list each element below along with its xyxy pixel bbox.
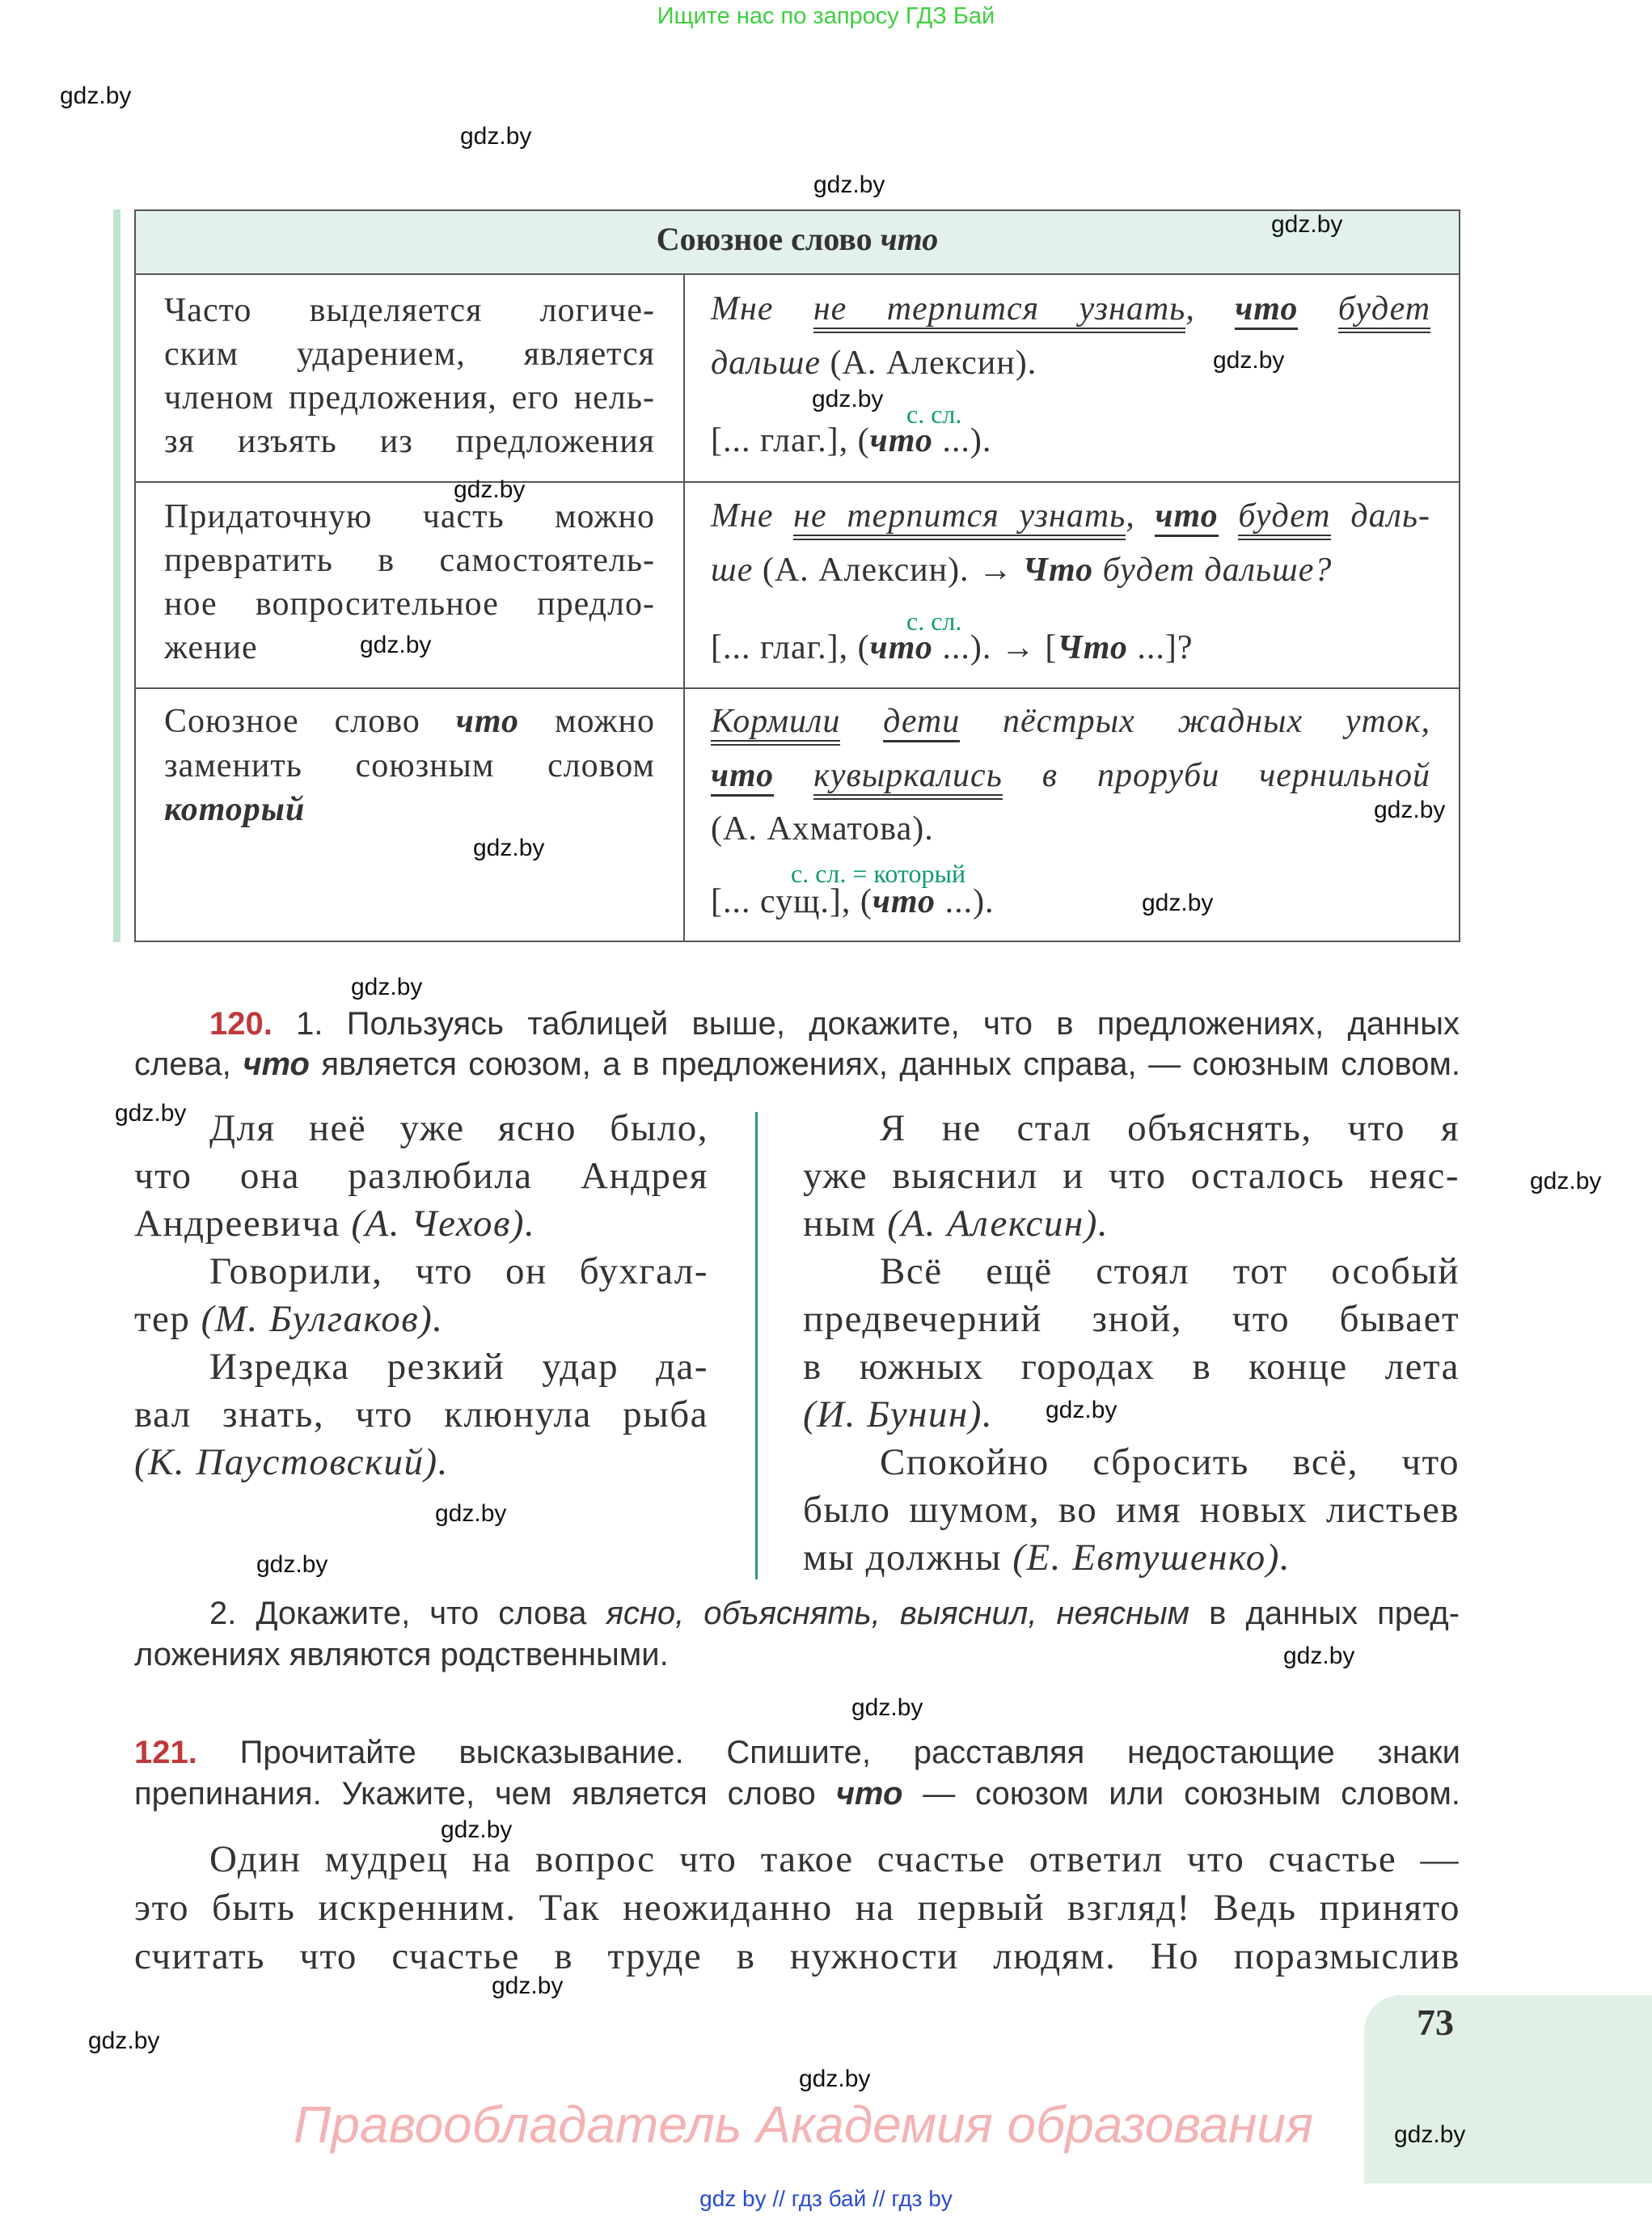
gdz-watermark: gdz.by — [1374, 797, 1446, 823]
table-cell-line: Союзное слово что можно — [164, 703, 655, 740]
gdz-watermark: gdz.by — [813, 171, 885, 198]
example-line: что кувыркались в проруби чернильной — [711, 756, 1430, 795]
gdz-watermark: gdz.by — [473, 835, 545, 861]
gdz-watermark: gdz.by — [812, 386, 884, 412]
gdz-watermark: gdz.by — [115, 1100, 187, 1127]
gdz-watermark: gdz.by — [1271, 211, 1343, 238]
row-divider — [134, 687, 1460, 689]
exercise-120-task: 120. 1. Пользуясь таблицей выше, докажите, что в предложениях, данных — [209, 1006, 1460, 1042]
exercise-121-text: это быть искренним. Так неожиданно на первый взгляд! Ведь принято — [134, 1887, 1460, 1929]
gdz-watermark: gdz.by — [1283, 1643, 1355, 1669]
gdz-watermark: gdz.by — [1213, 347, 1285, 374]
scheme-label: с. сл. — [906, 400, 962, 429]
table-cell-line: Часто выделяется логиче- — [164, 292, 655, 329]
header-text: Союзное слово — [656, 221, 881, 257]
page-number-tab — [1364, 1995, 1652, 2184]
poem-line: в южных городах в конце лета — [803, 1346, 1460, 1388]
gdz-watermark: gdz.by — [435, 1500, 507, 1527]
example-line: дальше (А. Алексин). — [711, 345, 1037, 382]
scheme-label: с. сл. — [906, 607, 962, 636]
table-header — [134, 220, 1460, 258]
gdz-watermark: gdz.by — [441, 1816, 513, 1843]
table-cell-line: заменить союзным словом — [164, 747, 655, 784]
gdz-watermark: gdz.by — [256, 1551, 328, 1578]
table-cell-line: зя изъять из предложения — [164, 423, 655, 460]
scheme-label: с. сл. = который — [791, 859, 966, 888]
page-number: 73 — [1417, 2002, 1454, 2043]
poem-line: Я не стал объяснять, что я — [880, 1107, 1460, 1149]
exercise-121-text: Один мудрец на вопрос что такое счастье ответил что счастье — — [209, 1838, 1460, 1880]
poem-line: (К. Паустовский). — [134, 1441, 449, 1483]
exercise-121-task: препинания. Укажите, чем является слово что — союзом или союзным словом. — [134, 1776, 1460, 1812]
poem-line: Говорили, что он бухгал- — [209, 1250, 708, 1292]
example-line: Мне не терпится узнать, что будет — [711, 290, 1430, 328]
header-em: что — [880, 221, 939, 257]
example-line: Мне не терпится узнать, что будет даль- — [711, 497, 1430, 535]
gdz-watermark: gdz.by — [1530, 1168, 1602, 1194]
scheme-line: [... глаг.], (что ...). — [711, 422, 992, 459]
scheme-line: [... сущ.], (что ...). — [711, 883, 995, 920]
scheme-line: [... глаг.], (что ...). → [Что ...]? — [711, 629, 1194, 666]
poem-line: Для неё уже ясно было, — [209, 1107, 708, 1149]
table-cell-line: который — [164, 791, 306, 828]
gdz-watermark: gdz.by — [460, 123, 532, 150]
example-line: (А. Ахматова). — [711, 810, 934, 848]
gdz-watermark: gdz.by — [1046, 1397, 1118, 1423]
poem-line: Андреевича (А. Чехов). — [134, 1203, 536, 1245]
example-line: Кормили дети пёстрых жадных уток, — [711, 702, 1430, 741]
exercise-120-part2: ложениях являются родственными. — [134, 1637, 669, 1672]
poem-line: Изредка резкий удар да- — [209, 1346, 708, 1388]
table-accent-bar — [113, 209, 120, 942]
gdz-watermark: gdz.by — [88, 2027, 160, 2054]
poem-line: что она разлюбила Андрея — [134, 1155, 708, 1197]
gdz-watermark: gdz.by — [351, 974, 423, 1000]
exercise-120-part2: 2. Докажите, что слова ясно, объяснять, выяснил, неясным в данных пред- — [209, 1596, 1460, 1631]
gdz-watermark: gdz.by — [799, 2065, 871, 2092]
gdz-watermark: gdz.by — [851, 1694, 923, 1721]
gdz-watermark: gdz.by — [360, 632, 432, 658]
table-cell-line: Придаточную часть можно — [164, 498, 655, 535]
poem-line: Спокойно сбросить всё, что — [880, 1441, 1460, 1483]
search-banner: Ищите нас по запросу ГДЗ Бай — [657, 3, 995, 29]
exercise-120-task: слева, что является союзом, а в предложениях, данных справа, — союзным словом. — [134, 1046, 1461, 1082]
poem-line: мы должны (Е. Евтушенко). — [803, 1537, 1291, 1579]
poem-line: тер (М. Булгаков). — [134, 1298, 444, 1340]
poem-line: уже выяснил и что осталось неяс- — [803, 1155, 1460, 1197]
gdz-watermark: gdz.by — [454, 476, 526, 503]
exercise-121-task: 121. Прочитайте высказывание. Спишите, расставляя недостающие знаки — [134, 1735, 1460, 1770]
column-divider — [683, 275, 685, 942]
poem-line: предвечерний зной, что бывает — [803, 1298, 1460, 1340]
example-line: ше (А. Алексин). → Что будет дальше? — [711, 552, 1333, 589]
gdz-watermark: gdz.by — [1394, 2121, 1466, 2148]
table-cell-line: ное вопросительное предло- — [164, 586, 655, 623]
poem-line: ным (А. Алексин). — [803, 1203, 1109, 1245]
exercise-121-text: считать что счастье в труде в нужности людям. Но поразмыслив — [134, 1935, 1460, 1977]
footer-links[interactable]: gdz by // гдз бай // гдз by — [699, 2186, 953, 2211]
table-cell-line: ским ударением, является — [164, 336, 655, 373]
row-divider — [134, 481, 1460, 483]
poem-line: (И. Бунин). — [803, 1393, 994, 1435]
poem-line: вал знать, что клюнула рыба — [134, 1393, 708, 1435]
column-separator — [755, 1112, 758, 1579]
gdz-watermark: gdz.by — [1142, 890, 1214, 916]
gdz-watermark: gdz.by — [60, 82, 132, 109]
poem-line: Всё ещё стоял тот особый — [880, 1250, 1460, 1292]
table-cell-line: жение — [164, 629, 258, 666]
poem-line: было шумом, во имя новых листьев — [803, 1489, 1460, 1531]
table-cell-line: превратить в самостоятель- — [164, 542, 655, 579]
gdz-watermark: gdz.by — [492, 1972, 564, 1999]
copyright-watermark: Правообладатель Академия образования — [294, 2095, 1314, 2154]
table-cell-line: членом предложения, его нель- — [164, 379, 655, 416]
